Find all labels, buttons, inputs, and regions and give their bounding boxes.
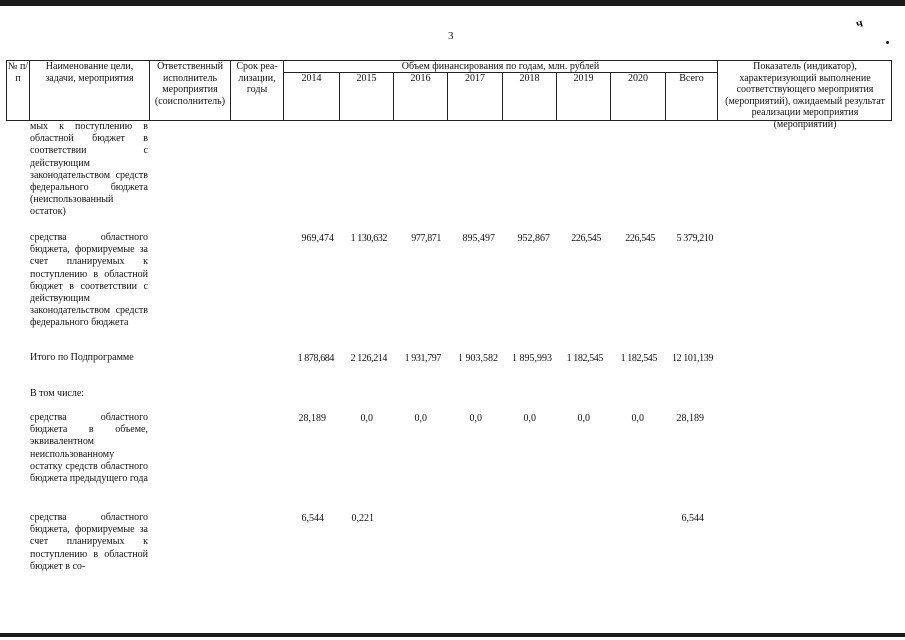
cell-value: 28,189 bbox=[676, 413, 704, 424]
cell-value: 6,544 bbox=[681, 513, 704, 524]
vline bbox=[283, 60, 284, 121]
scan-edge-top bbox=[0, 0, 905, 6]
scan-edge-bottom bbox=[0, 633, 905, 637]
cell-value: 226,545 bbox=[625, 233, 655, 244]
cell-value: 0,0 bbox=[631, 413, 644, 424]
cell-value: 969,474 bbox=[301, 233, 334, 244]
cell-value: 12 101,139 bbox=[671, 353, 713, 364]
cell-value: 5 379,210 bbox=[676, 233, 713, 244]
header-num: № п/п bbox=[7, 61, 29, 84]
row-label-total: Итого по Подпрограмме bbox=[30, 352, 134, 363]
header-name: Наименование цели, задачи, мероприятия bbox=[45, 61, 134, 84]
corner-mark: ч bbox=[854, 15, 865, 31]
cell-value: 0,0 bbox=[577, 413, 590, 424]
header-funding: Объем финансирования по годам, млн. рублей bbox=[401, 61, 600, 72]
cell-value: 1 931,797 bbox=[404, 353, 441, 364]
cell-value: 895,497 bbox=[462, 233, 495, 244]
cell-value: 0,0 bbox=[414, 413, 427, 424]
cell-value: 952,867 bbox=[517, 233, 550, 244]
cell-value: 2 126,214 bbox=[350, 353, 387, 364]
cell-value: 1 895,993 bbox=[512, 353, 552, 364]
cell-value: 977,871 bbox=[411, 233, 441, 244]
cell-value: 1 903,582 bbox=[458, 353, 498, 364]
header-year: 2016 bbox=[410, 73, 431, 84]
cell-value: 6,544 bbox=[301, 513, 324, 524]
vline bbox=[29, 60, 30, 121]
header-term: Срок реа-лизации, годы bbox=[236, 61, 278, 95]
header-responsible: Ответственный исполнитель мероприятия (соисполнитель) bbox=[154, 61, 226, 107]
row-label: средства областного бюджета, формируемые за счет планируемых к поступлению в областной бюджет в соответствии с действующим законодательством средств федерального бюджета bbox=[30, 232, 148, 329]
vline bbox=[230, 60, 231, 121]
page-number: 3 bbox=[448, 30, 454, 42]
header-indicator: Показатель (индикатор), характеризующий выполнение соответствующего мероприятия (мероприятий), ожидаемый результат реализации мероприятия (мероприятий) bbox=[725, 61, 885, 130]
row-label: мых к поступлению в областной бюджет в соответствии с действующим законодательством средств федерального бюджета (неиспользованный остаток) bbox=[30, 121, 148, 218]
row-label-subheading: В том числе: bbox=[30, 388, 85, 399]
cell-value: 1 130,632 bbox=[350, 233, 387, 244]
header-year: 2018 bbox=[519, 73, 540, 84]
header-year: 2020 bbox=[628, 73, 648, 84]
row-label: средства областного бюджета в объеме, эквивалентном неиспользованному остатку средств областного бюджета предыдущего года bbox=[30, 412, 148, 485]
header-year: 2015 bbox=[356, 73, 377, 84]
cell-value: 0,0 bbox=[360, 413, 373, 424]
cell-value: 0,221 bbox=[351, 513, 374, 524]
cell-value: 226,545 bbox=[571, 233, 601, 244]
stray-dot bbox=[886, 41, 889, 44]
header-year: 2019 bbox=[573, 73, 594, 84]
vline bbox=[149, 60, 150, 121]
vline bbox=[717, 60, 718, 121]
cell-value: 28,189 bbox=[298, 413, 326, 424]
cell-value: 0,0 bbox=[523, 413, 536, 424]
cell-value: 1 878,684 bbox=[297, 353, 334, 364]
header-year: 2014 bbox=[301, 73, 322, 84]
header-year: 2017 bbox=[465, 73, 485, 84]
vline bbox=[891, 60, 892, 121]
row-label: средства областного бюджета, формируемые за счет планируемых к поступлению в областной бюджет в со- bbox=[30, 512, 148, 572]
cell-value: 1 182,545 bbox=[566, 353, 603, 364]
header-total: Всего bbox=[679, 73, 704, 84]
cell-value: 1 182,545 bbox=[620, 353, 657, 364]
cell-value: 0,0 bbox=[469, 413, 482, 424]
